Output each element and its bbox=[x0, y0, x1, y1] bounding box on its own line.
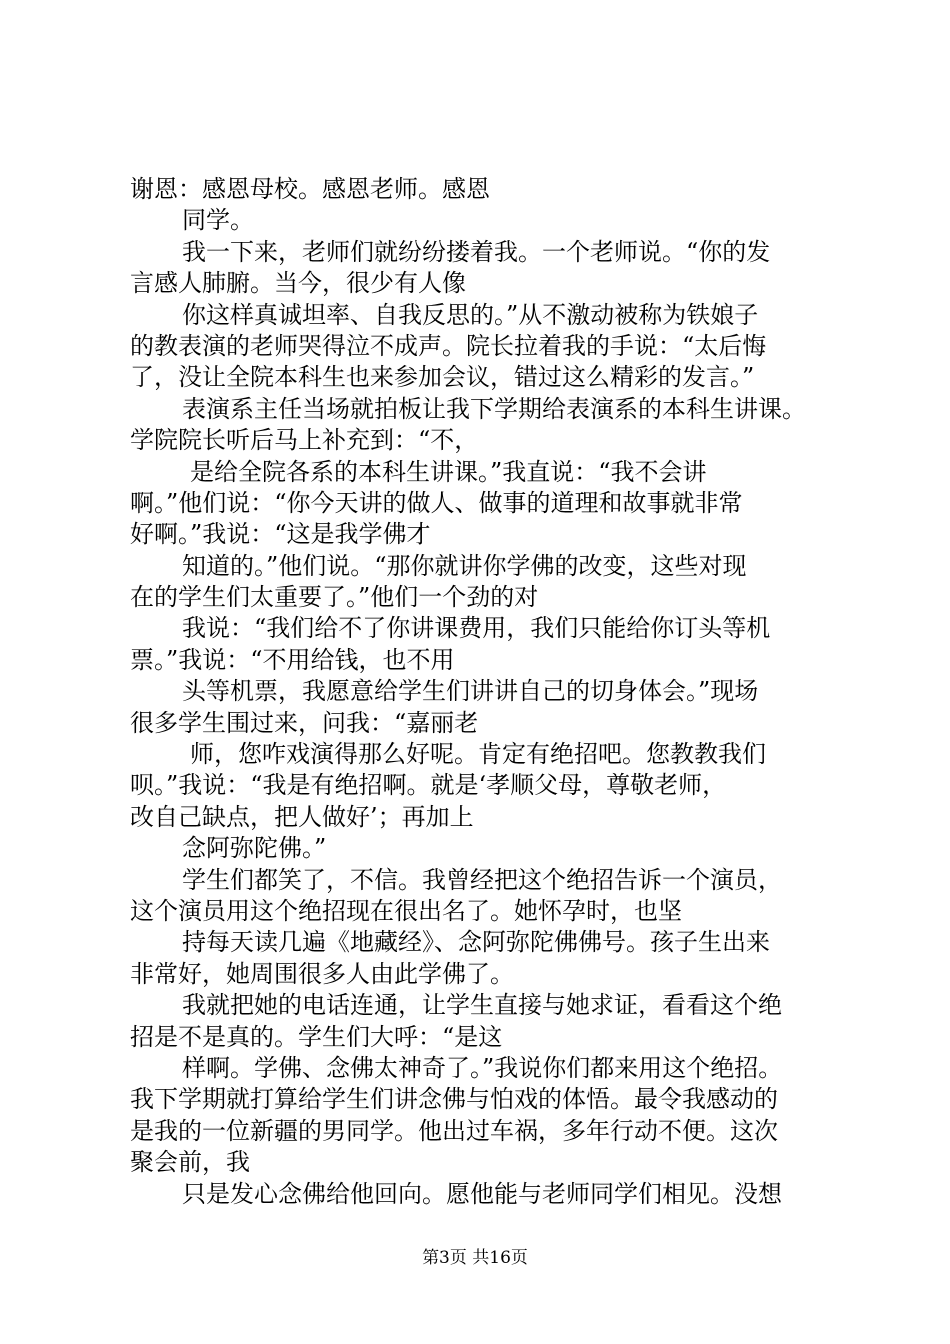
text-line: 改自己缺点，把人做好’；再加上 bbox=[130, 802, 474, 831]
body-text bbox=[130, 174, 830, 1210]
text-line: 样啊。学佛、念佛太神奇了。”我说你们都来用这个绝招。 bbox=[182, 1053, 783, 1082]
text-line: 只是发心念佛给他回向。愿他能与老师同学们相见。没想 bbox=[182, 1179, 782, 1208]
text-line: 表演系主任当场就拍板让我下学期给表演系的本科生讲课。 bbox=[182, 394, 806, 423]
text-line: 非常好，她周围很多人由此学佛了。 bbox=[130, 959, 514, 988]
text-line: 念阿弥陀佛。” bbox=[182, 834, 327, 863]
page-footer: 第3页 共16页 bbox=[422, 1248, 528, 1268]
text-line: 是给全院各系的本科生讲课。”我直说：“我不会讲 bbox=[190, 457, 707, 486]
text-line: 很多学生围过来，问我：“嘉丽老 bbox=[130, 708, 479, 737]
text-line: 学生们都笑了，不信。我曾经把这个绝招告诉一个演员， bbox=[182, 865, 782, 894]
text-line: 我一下来，老师们就纷纷搂着我。一个老师说。“你的发 bbox=[182, 237, 771, 266]
text-line: 同学。 bbox=[182, 206, 254, 235]
text-line: 的教表演的老师哭得泣不成声。院长拉着我的手说：“太后悔 bbox=[130, 331, 767, 360]
text-line: 学院院长听后马上补充到：“不， bbox=[130, 426, 479, 455]
text-line: 言感人肺腑。当今，很少有人像 bbox=[130, 269, 466, 298]
text-line: 你这样真诚坦率、自我反思的。”从不激动被称为铁娘子 bbox=[182, 300, 759, 329]
text-line: 呗。”我说：“我是有绝招啊。就是‘孝顺父母，尊敬老师， bbox=[130, 771, 727, 800]
text-line: 聚会前，我 bbox=[130, 1148, 250, 1177]
text-line: 我下学期就打算给学生们讲念佛与怕戏的体悟。最令我感动的 bbox=[130, 1085, 778, 1114]
text-line: 我就把她的电话连通，让学生直接与她求证，看看这个绝 bbox=[182, 991, 782, 1020]
text-line: 谢恩：感恩母校。感恩老师。感恩 bbox=[130, 175, 490, 203]
text-line: 头等机票，我愿意给学生们讲讲自己的切身体会。”现场 bbox=[182, 677, 759, 706]
text-line: 持每天读几遍《地藏经》、念阿弥陀佛佛号。孩子生出来 bbox=[182, 928, 770, 957]
text-line: 了，没让全院本科生也来参加会议，错过这么精彩的发言。” bbox=[130, 363, 755, 392]
text-line: 我说：“我们给不了你讲课费用，我们只能给你订头等机 bbox=[182, 614, 771, 643]
text-line: 是我的一位新疆的男同学。他出过车祸，多年行动不便。这次 bbox=[130, 1116, 778, 1145]
text-line: 票。”我说：“不用给钱，也不用 bbox=[130, 645, 455, 674]
text-line: 知道的。”他们说。“那你就讲你学佛的改变，这些对现 bbox=[182, 551, 747, 580]
text-line: 招是不是真的。学生们大呼：“是这 bbox=[130, 1022, 503, 1051]
text-line: 好啊。”我说：“这是我学佛才 bbox=[130, 520, 431, 549]
text-line: 师，您咋戏演得那么好呢。肯定有绝招吧。您教教我们 bbox=[190, 740, 766, 769]
text-line: 这个演员用这个绝招现在很出名了。她怀孕时，也坚 bbox=[130, 896, 682, 925]
text-line: 啊。”他们说：“你今天讲的做人、做事的道理和故事就非常 bbox=[130, 488, 743, 517]
text-line: 在的学生们太重要了。”他们一个劲的对 bbox=[130, 583, 539, 612]
